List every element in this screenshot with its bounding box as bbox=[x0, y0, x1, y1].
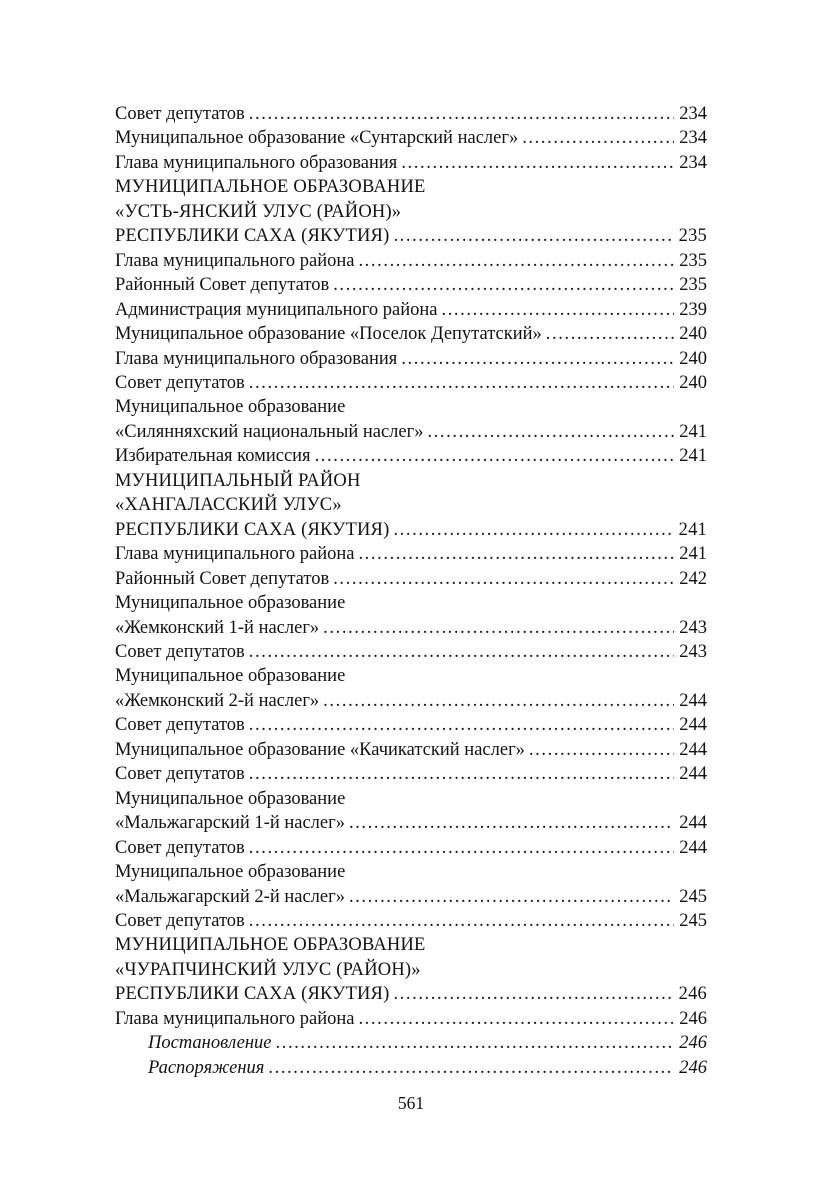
toc-page-ref: 234 bbox=[679, 152, 707, 173]
toc-line bbox=[115, 885, 707, 909]
toc-entry-text: «ХАНГАЛАССКИЙ УЛУС» bbox=[115, 495, 342, 516]
toc-entry bbox=[115, 175, 707, 248]
toc-line bbox=[115, 958, 707, 982]
toc-entry bbox=[115, 713, 707, 737]
toc-line bbox=[115, 860, 707, 884]
toc-entry-text: МУНИЦИПАЛЬНЫЙ РАЙОН bbox=[115, 470, 361, 491]
toc-entry-text: Совет депутатов bbox=[115, 715, 245, 736]
dot-leader bbox=[249, 102, 674, 126]
dot-leader bbox=[333, 273, 674, 297]
toc-entry-text: «Силянняхский национальный наслег» bbox=[115, 421, 424, 442]
dot-leader bbox=[441, 298, 674, 322]
toc-entry bbox=[115, 126, 707, 150]
toc-entry-text: РЕСПУБЛИКИ САХА (ЯКУТИЯ) bbox=[115, 226, 390, 247]
dot-leader bbox=[522, 126, 674, 150]
toc-page-ref: 241 bbox=[679, 421, 707, 442]
toc-page-ref: 243 bbox=[679, 617, 707, 638]
toc-line bbox=[115, 616, 707, 640]
toc-line bbox=[115, 518, 707, 542]
toc-page-ref: 240 bbox=[679, 324, 707, 345]
toc-entry-text: «Жемконский 1-й наслег» bbox=[115, 617, 320, 638]
dot-leader bbox=[393, 518, 674, 542]
toc-entry-text: Районный Совет депутатов bbox=[115, 275, 330, 296]
toc-line bbox=[115, 909, 707, 933]
toc-line bbox=[115, 249, 707, 273]
toc-entry bbox=[115, 762, 707, 786]
toc-page-ref: 242 bbox=[679, 568, 707, 589]
dot-leader bbox=[315, 444, 674, 468]
dot-leader bbox=[427, 420, 674, 444]
toc-line bbox=[115, 811, 707, 835]
toc-line bbox=[115, 591, 707, 615]
toc-entry-text: «Жемконский 2-й наслег» bbox=[115, 690, 320, 711]
toc-entry-text: «Мальжагарский 1-й наслег» bbox=[115, 813, 345, 834]
toc-line bbox=[115, 1031, 707, 1055]
toc-page-ref: 244 bbox=[679, 739, 707, 760]
dot-leader bbox=[546, 322, 674, 346]
dot-leader bbox=[358, 249, 674, 273]
toc-entry-text: Муниципальное образование bbox=[115, 666, 346, 687]
toc-entry-text: Глава муниципального района bbox=[115, 250, 355, 271]
toc-line bbox=[115, 395, 707, 419]
toc-entry bbox=[115, 640, 707, 664]
table-of-contents bbox=[115, 102, 707, 1080]
toc-entry bbox=[115, 151, 707, 175]
dot-leader bbox=[401, 151, 674, 175]
toc-entry bbox=[115, 322, 707, 346]
toc-page-ref: 234 bbox=[679, 104, 707, 124]
toc-entry bbox=[115, 469, 707, 542]
toc-page-ref: 241 bbox=[678, 519, 707, 540]
dot-leader bbox=[323, 689, 674, 713]
toc-line bbox=[115, 420, 707, 444]
toc-line bbox=[115, 982, 707, 1006]
toc-entry-text: Муниципальное образование bbox=[115, 593, 346, 614]
toc-line bbox=[115, 347, 707, 371]
toc-entry bbox=[115, 738, 707, 762]
toc-line bbox=[115, 713, 707, 737]
toc-page-ref: 244 bbox=[679, 690, 707, 711]
toc-entry-text: Муниципальное образование «Качикатский наслег» bbox=[115, 739, 525, 760]
toc-line bbox=[115, 836, 707, 860]
dot-leader bbox=[276, 1031, 675, 1055]
toc-line bbox=[115, 787, 707, 811]
toc-page-ref: 244 bbox=[679, 837, 707, 858]
toc-page-ref: 241 bbox=[679, 446, 707, 467]
dot-leader bbox=[401, 347, 674, 371]
toc-line bbox=[115, 200, 707, 224]
toc-line bbox=[115, 542, 707, 566]
toc-line bbox=[115, 371, 707, 395]
toc-entry-text: Глава муниципального образования bbox=[115, 348, 398, 369]
dot-leader bbox=[249, 371, 674, 395]
dot-leader bbox=[249, 836, 674, 860]
toc-line bbox=[115, 567, 707, 591]
dot-leader bbox=[249, 909, 674, 933]
dot-leader bbox=[349, 885, 674, 909]
toc-entry-text: Районный Совет депутатов bbox=[115, 568, 330, 589]
toc-entry bbox=[115, 591, 707, 640]
toc-entry bbox=[115, 444, 707, 468]
toc-line bbox=[115, 1056, 707, 1080]
toc-entry-text: Муниципальное образование bbox=[115, 397, 346, 418]
toc-entry-text: РЕСПУБЛИКИ САХА (ЯКУТИЯ) bbox=[115, 519, 390, 540]
toc-entry bbox=[115, 836, 707, 860]
toc-page-ref: 246 bbox=[679, 1033, 707, 1054]
toc-entry bbox=[115, 249, 707, 273]
dot-leader bbox=[268, 1056, 674, 1080]
toc-line bbox=[115, 273, 707, 297]
toc-page-ref: 246 bbox=[679, 1008, 707, 1029]
dot-leader bbox=[358, 1007, 674, 1031]
toc-entry-text: Распоряжения bbox=[148, 1057, 265, 1078]
toc-entry bbox=[115, 787, 707, 836]
toc-line bbox=[115, 689, 707, 713]
toc-page-ref: 244 bbox=[679, 813, 707, 834]
toc-entry-text: Избирательная комиссия bbox=[115, 446, 311, 467]
toc-line bbox=[115, 933, 707, 957]
toc-entry-text: МУНИЦИПАЛЬНОЕ ОБРАЗОВАНИЕ bbox=[115, 935, 426, 956]
toc-line bbox=[115, 298, 707, 322]
toc-entry-text: Совет депутатов bbox=[115, 641, 245, 662]
page-content bbox=[115, 102, 707, 1114]
toc-page-ref: 244 bbox=[679, 764, 707, 785]
toc-entry-text: Глава муниципального образования bbox=[115, 152, 398, 173]
toc-entry bbox=[115, 567, 707, 591]
toc-entry-text: «Мальжагарский 2-й наслег» bbox=[115, 886, 345, 907]
dot-leader bbox=[529, 738, 674, 762]
dot-leader bbox=[393, 982, 674, 1006]
toc-entry-text: Муниципальное образование «Поселок Депутатский» bbox=[115, 324, 542, 345]
toc-line bbox=[115, 1007, 707, 1031]
toc-page-ref: 239 bbox=[679, 299, 707, 320]
toc-entry-text: Муниципальное образование bbox=[115, 862, 346, 883]
toc-page-ref: 245 bbox=[679, 910, 707, 931]
toc-line bbox=[115, 738, 707, 762]
toc-entry bbox=[115, 347, 707, 371]
toc-entry bbox=[115, 664, 707, 713]
toc-entry-text: «ЧУРАПЧИНСКИЙ УЛУС (РАЙОН)» bbox=[115, 959, 421, 980]
dot-leader bbox=[249, 640, 674, 664]
toc-entry bbox=[115, 273, 707, 297]
toc-line bbox=[115, 664, 707, 688]
dot-leader bbox=[323, 616, 674, 640]
toc-entry-text: Совет депутатов bbox=[115, 372, 245, 393]
toc-page-ref: 240 bbox=[679, 372, 707, 393]
toc-entry bbox=[115, 542, 707, 566]
toc-page-ref: 235 bbox=[678, 226, 707, 247]
dot-leader bbox=[249, 713, 674, 737]
toc-line bbox=[115, 322, 707, 346]
toc-line bbox=[115, 469, 707, 493]
dot-leader bbox=[393, 224, 674, 248]
toc-entry bbox=[115, 933, 707, 1006]
toc-line bbox=[115, 126, 707, 150]
dot-leader bbox=[249, 762, 674, 786]
toc-entry bbox=[115, 395, 707, 444]
toc-entry-text: МУНИЦИПАЛЬНОЕ ОБРАЗОВАНИЕ bbox=[115, 177, 426, 198]
toc-entry-text: Совет депутатов bbox=[115, 764, 245, 785]
toc-line bbox=[115, 493, 707, 517]
toc-line bbox=[115, 151, 707, 175]
toc-entry-text: Администрация муниципального района bbox=[115, 299, 438, 320]
toc-page-ref: 244 bbox=[679, 715, 707, 736]
toc-line bbox=[115, 224, 707, 248]
toc-page-ref: 243 bbox=[679, 641, 707, 662]
toc-line bbox=[115, 444, 707, 468]
toc-page-ref: 245 bbox=[679, 886, 707, 907]
toc-entry-text: «УСТЬ-ЯНСКИЙ УЛУС (РАЙОН)» bbox=[115, 201, 402, 222]
toc-line bbox=[115, 640, 707, 664]
toc-line bbox=[115, 762, 707, 786]
toc-entry-text: Совет депутатов bbox=[115, 910, 245, 931]
toc-page-ref: 235 bbox=[679, 250, 707, 271]
toc-page-ref: 246 bbox=[679, 1057, 707, 1078]
toc-entry bbox=[115, 1007, 707, 1031]
toc-entry-text: Глава муниципального района bbox=[115, 544, 355, 565]
toc-entry-text: Муниципальное образование bbox=[115, 788, 346, 809]
toc-entry bbox=[115, 1056, 707, 1080]
toc-page-ref: 234 bbox=[679, 128, 707, 149]
toc-entry-text: Постановление bbox=[148, 1033, 272, 1054]
toc-entry-text: Глава муниципального района bbox=[115, 1008, 355, 1029]
toc-page-ref: 240 bbox=[679, 348, 707, 369]
toc-entry bbox=[115, 298, 707, 322]
toc-entry bbox=[115, 102, 707, 126]
dot-leader bbox=[333, 567, 674, 591]
toc-entry bbox=[115, 1031, 707, 1055]
dot-leader bbox=[349, 811, 674, 835]
toc-entry bbox=[115, 860, 707, 909]
toc-entry bbox=[115, 909, 707, 933]
toc-entry bbox=[115, 371, 707, 395]
toc-entry-text: Муниципальное образование «Сунтарский наслег» bbox=[115, 128, 519, 149]
toc-line bbox=[115, 175, 707, 199]
toc-entry-text: РЕСПУБЛИКИ САХА (ЯКУТИЯ) bbox=[115, 984, 390, 1005]
toc-page-ref: 235 bbox=[679, 275, 707, 296]
dot-leader bbox=[358, 542, 674, 566]
toc-entry-text: Совет депутатов bbox=[115, 104, 245, 124]
toc-entry-text: Совет депутатов bbox=[115, 837, 245, 858]
toc-page-ref: 241 bbox=[679, 544, 707, 565]
toc-page-ref: 246 bbox=[678, 984, 707, 1005]
page-number: 561 bbox=[397, 1093, 425, 1114]
toc-line bbox=[115, 102, 707, 126]
